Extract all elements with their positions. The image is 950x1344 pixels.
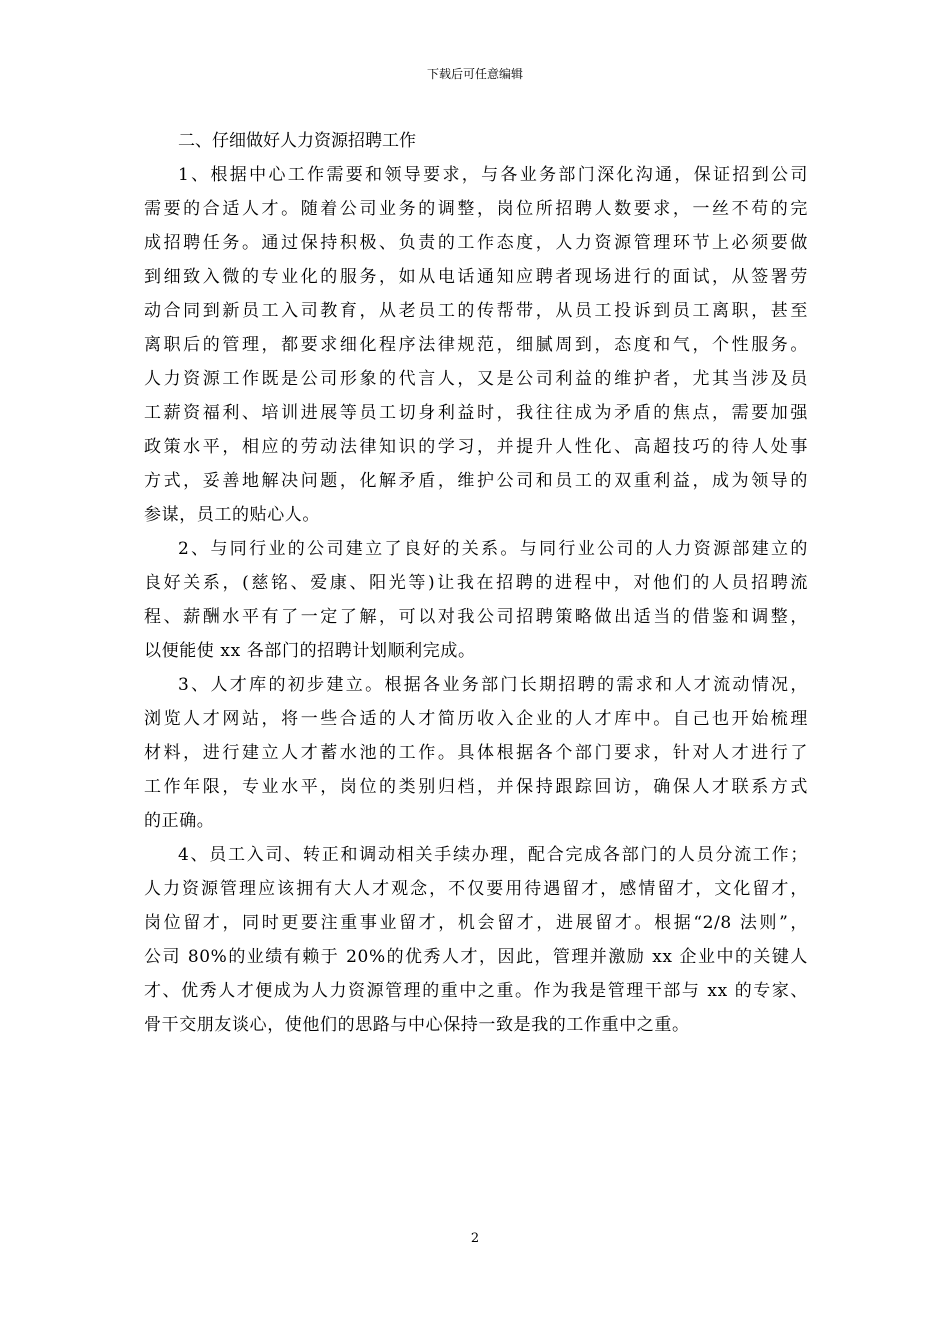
paragraph-list: [144, 158, 808, 1042]
paragraph-line: 离职后的管理，都要求细化程序法律规范，细腻周到，态度和气，个性服务。: [144, 335, 808, 355]
paragraph-line: 2、与同行业的公司建立了良好的关系。与同行业公司的人力资源部建立的: [178, 539, 808, 559]
paragraph-line: 工薪资福利、培训进展等员工切身利益时，我往往成为矛盾的焦点，需要加强: [144, 403, 808, 423]
page-number: 2: [470, 1231, 480, 1246]
paragraph-line: 方式，妥善地解决问题，化解矛盾，维护公司和员工的双重利益，成为领导的: [144, 471, 808, 491]
paragraph-line: 人力资源管理应该拥有大人才观念，不仅要用待遇留才，感情留才，文化留才，: [144, 879, 808, 899]
page-header: 下载后可任意编辑: [426, 67, 523, 81]
paragraph-line: 良好关系，(慈铭、爱康、阳光等)让我在招聘的进程中，对他们的人员招聘流: [144, 573, 808, 593]
paragraph: [144, 668, 808, 838]
paragraph-line: 的正确。: [144, 811, 215, 831]
paragraph-line: 以便能使 xx 各部门的招聘计划顺利完成。: [144, 641, 476, 661]
paragraph-line: 浏览人才网站，将一些合适的人才简历收入企业的人才库中。自己也开始梳理: [144, 709, 808, 729]
paragraph-line: 政策水平，相应的劳动法律知识的学习，并提升人性化、高超技巧的待人处事: [144, 437, 808, 457]
paragraph-line: 岗位留才，同时更要注重事业留才，机会留才，进展留才。根据“2/8 法则”，: [144, 913, 808, 933]
paragraph-line: 骨干交朋友谈心，使他们的思路与中心保持一致是我的工作重中之重。: [144, 1015, 690, 1035]
paragraph-line: 到细致入微的专业化的服务，如从电话通知应聘者现场进行的面试，从签署劳: [144, 267, 808, 287]
paragraph-line: 公司 80%的业绩有赖于 20%的优秀人才，因此，管理并激励 xx 企业中的关键人: [144, 947, 808, 967]
paragraph-line: 需要的合适人才。随着公司业务的调整，岗位所招聘人数要求，一丝不苟的完: [144, 199, 808, 219]
section-heading: 二、仔细做好人力资源招聘工作: [178, 131, 416, 151]
paragraph-line: 程、薪酬水平有了一定了解，可以对我公司招聘策略做出适当的借鉴和调整，: [144, 607, 808, 627]
paragraph-line: 人力资源工作既是公司形象的代言人，又是公司利益的维护者，尤其当涉及员: [144, 369, 808, 389]
paragraph-line: 才、优秀人才便成为人力资源管理的重中之重。作为我是管理干部与 xx 的专家、: [144, 981, 808, 1001]
paragraph-line: 1、根据中心工作需要和领导要求，与各业务部门深化沟通，保证招到公司: [178, 165, 808, 185]
paragraph: [144, 532, 808, 668]
paragraph-line: 参谋，员工的贴心人。: [144, 505, 320, 525]
paragraph-line: 4、员工入司、转正和调动相关手续办理，配合完成各部门的人员分流工作；: [178, 845, 808, 865]
paragraph-line: 工作年限，专业水平，岗位的类别归档，并保持跟踪回访，确保人才联系方式: [144, 777, 808, 797]
paragraph-line: 动合同到新员工入司教育，从老员工的传帮带，从员工投诉到员工离职，甚至: [144, 301, 808, 321]
paragraph-line: 3、人才库的初步建立。根据各业务部门长期招聘的需求和人才流动情况，: [178, 675, 808, 695]
document-body: [144, 124, 808, 1042]
paragraph: [144, 158, 808, 532]
paragraph: [144, 838, 808, 1042]
paragraph-line: 成招聘任务。通过保持积极、负责的工作态度，人力资源管理环节上必须要做: [144, 233, 808, 253]
paragraph-line: 材料，进行建立人才蓄水池的工作。具体根据各个部门要求，针对人才进行了: [144, 743, 808, 763]
